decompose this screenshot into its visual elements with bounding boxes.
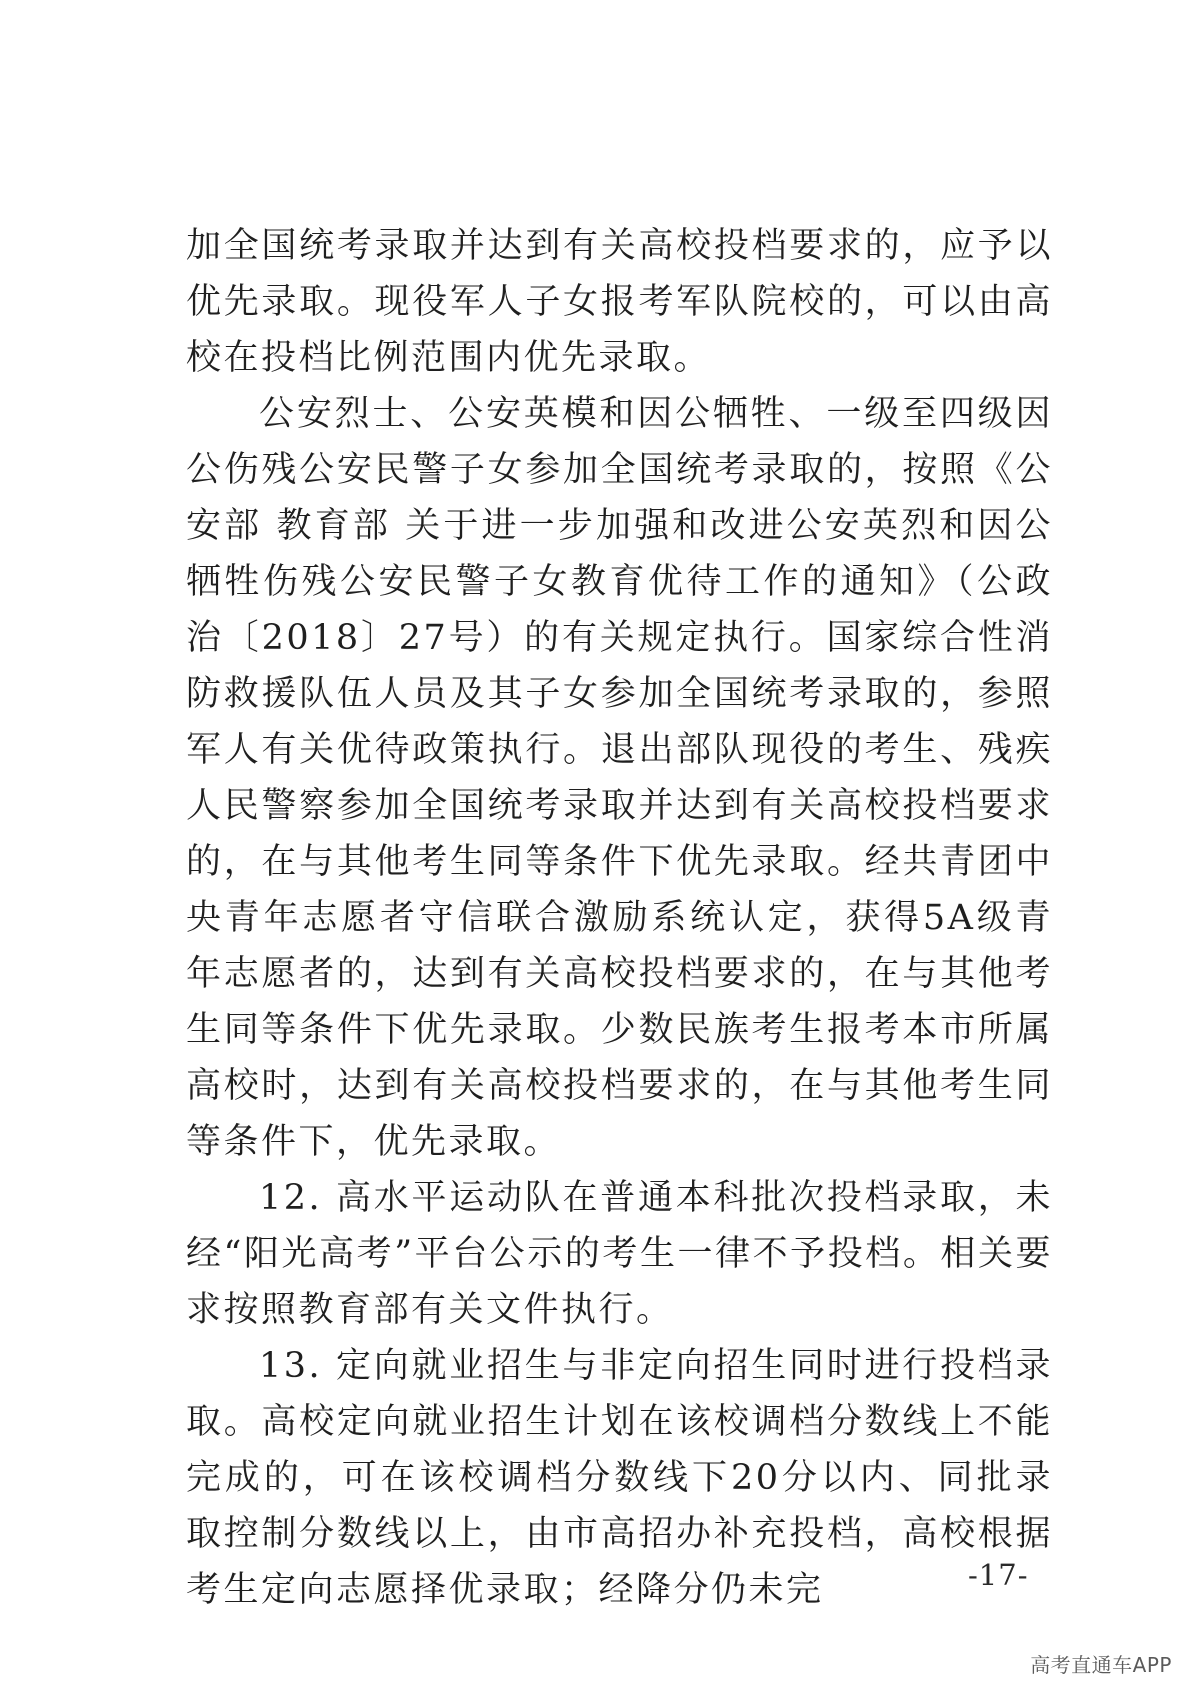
watermark: 高考直通车APP (1030, 1653, 1172, 1677)
paragraph-item-13: 13. 定向就业招生与非定向招生同时进行投档录取。高校定向就业招生计划在该校调档分数线上不能完成的，可在该校调档分数线下20分以内、同批录取控制分数线以上，由市高招办补充投档，高校根据考生定向志愿择优录取；经降分仍未完 (186, 1346, 1053, 1610)
paragraph-continuation: 加全国统考录取并达到有关高校投档要求的，应予以优先录取。现役军人子女报考军队院校的，可以由高校在投档比例范围内优先录取。 (186, 226, 1053, 378)
document-body (186, 218, 1053, 1618)
paragraph-item-12: 12. 高水平运动队在普通本科批次投档录取，未经“阳光高考”平台公示的考生一律不予投档。相关要求按照教育部有关文件执行。 (186, 1178, 1053, 1330)
page-number: -17- (968, 1558, 1029, 1592)
paragraph-police-martyrs: 公安烈士、公安英模和因公牺牲、一级至四级因公伤残公安民警子女参加全国统考录取的，按照《公安部 教育部 关于进一步加强和改进公安英烈和因公牺牲伤残公安民警子女教育优待工作的通知》（公政治〔2018〕27号）的有关规定执行。国家综合性消防救援队伍人员及其子女参加全国统考录取的，参照军人有关优待政策执行。退出部队现役的考生、残疾人民警察参加全国统考录取并达到有关高校投档要求的，在与其他考生同等条件下优先录取。经共青团中央青年志愿者守信联合激励系统认定，获得5A级青年志愿者的，达到有关高校投档要求的，在与其他考生同等条件下优先录取。少数民族考生报考本市所属高校时，达到有关高校投档要求的，在与其他考生同等条件下，优先录取。 (186, 394, 1053, 1162)
